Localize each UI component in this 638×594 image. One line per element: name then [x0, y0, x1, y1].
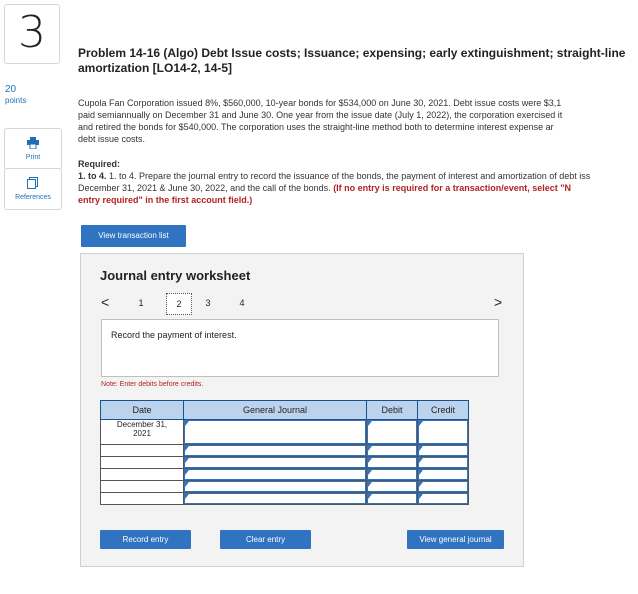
- date-cell: [101, 445, 184, 457]
- required-line-1: 1. to 4. 1. to 4. Prepare the journal entry to record the issuance of the bonds, the payment of interest and amortization of debt iss: [78, 171, 591, 181]
- account-select[interactable]: [184, 493, 367, 505]
- account-select[interactable]: [184, 469, 367, 481]
- instruction-box: [101, 319, 499, 377]
- prev-arrow-icon[interactable]: <: [101, 294, 110, 310]
- journal-table: [100, 400, 469, 505]
- record-entry-button[interactable]: Record entry: [100, 530, 191, 549]
- worksheet-title: Journal entry worksheet: [100, 268, 251, 283]
- account-select[interactable]: [184, 420, 367, 445]
- credit-input[interactable]: [418, 469, 469, 481]
- problem-title: [78, 46, 638, 76]
- question-number: 3: [18, 7, 46, 58]
- account-select[interactable]: [184, 445, 367, 457]
- date-cell: [101, 469, 184, 481]
- debit-input[interactable]: [367, 469, 418, 481]
- date-cell: [101, 493, 184, 505]
- credit-input[interactable]: [418, 445, 469, 457]
- points-label: points: [5, 96, 27, 105]
- page-2-label: 2: [176, 299, 182, 309]
- debit-input[interactable]: [367, 481, 418, 493]
- credit-input[interactable]: [418, 420, 469, 445]
- debits-note: Note: Enter debits before credits.: [101, 381, 204, 388]
- date-line-2: 2021: [133, 429, 151, 438]
- points-value: 20: [5, 84, 17, 95]
- credit-input[interactable]: [418, 493, 469, 505]
- page-4[interactable]: 4: [239, 298, 245, 308]
- date-cell: [101, 420, 184, 445]
- printer-icon: [27, 137, 39, 149]
- document-icon: [27, 177, 39, 189]
- view-general-journal-button[interactable]: View general journal: [407, 530, 504, 549]
- page-2-selected[interactable]: [166, 293, 192, 315]
- question-number-box: [4, 4, 60, 64]
- debit-input[interactable]: [367, 445, 418, 457]
- table-row: [101, 493, 469, 505]
- table-header: [101, 401, 469, 420]
- debit-input[interactable]: [367, 493, 418, 505]
- account-select[interactable]: [184, 457, 367, 469]
- required-line-3-warning: entry required" in the first account field.): [78, 195, 253, 205]
- references-button[interactable]: [4, 168, 62, 210]
- account-select[interactable]: [184, 481, 367, 493]
- instruction-text: Record the payment of interest.: [111, 330, 237, 340]
- credit-input[interactable]: [418, 481, 469, 493]
- clear-entry-button[interactable]: Clear entry: [220, 530, 311, 549]
- problem-line-2: paid semiannually on December 31 and June 30. One year from the issue date (July 1, 2022), the corporation exercised it: [78, 110, 563, 120]
- problem-line-4: debt issue costs.: [78, 134, 146, 144]
- table-row: [101, 457, 469, 469]
- debit-input[interactable]: [367, 457, 418, 469]
- required-line-2-text: December 31, 2021 & June 30, 2022, and the call of the bonds.: [78, 183, 334, 193]
- table-row: [101, 481, 469, 493]
- problem-line-1: Cupola Fan Corporation issued 8%, $560,000, 10-year bonds for $534,000 on June 30, 2021. Debt issue costs were $3,1: [78, 98, 562, 108]
- required-line-2: [78, 182, 638, 194]
- column-general-journal: General Journal: [184, 401, 367, 420]
- references-label: References: [15, 194, 51, 201]
- table-row: [101, 469, 469, 481]
- date-cell: [101, 481, 184, 493]
- required-section: [78, 158, 638, 206]
- date-cell: [101, 457, 184, 469]
- credit-input[interactable]: [418, 457, 469, 469]
- date-line-1: December 31,: [116, 420, 168, 429]
- required-line-2-warning: (If no entry is required for a transaction/event, select "N: [333, 183, 572, 193]
- print-button[interactable]: [4, 128, 62, 170]
- problem-title-line-1: Problem 14-16 (Algo) Debt Issue costs; Issuance; expensing; early extinguishment; straight-line: [78, 46, 626, 60]
- table-row: [101, 445, 469, 457]
- page-3[interactable]: 3: [205, 298, 211, 308]
- problem-line-3: and retired the bonds for $540,000. The corporation uses the straight-line method both to determine interest expense ar: [78, 122, 554, 132]
- print-label: Print: [25, 154, 41, 161]
- required-line-1-text: 1. to 4. Prepare the journal entry to record the issuance of the bonds, the payment of interest and amortization of debt iss: [109, 171, 591, 181]
- required-label: Required:: [78, 159, 121, 169]
- problem-description: [78, 97, 638, 145]
- view-transaction-list-button[interactable]: View transaction list: [81, 225, 186, 247]
- column-date: Date: [101, 401, 184, 420]
- journal-entry-worksheet: [80, 253, 524, 567]
- column-credit: Credit: [418, 401, 469, 420]
- column-debit: Debit: [367, 401, 418, 420]
- debit-input[interactable]: [367, 420, 418, 445]
- table-row: [101, 420, 469, 445]
- problem-title-line-2: amortization [LO14-2, 14-5]: [78, 61, 233, 75]
- page-1[interactable]: 1: [138, 298, 144, 308]
- next-arrow-icon[interactable]: >: [494, 294, 503, 310]
